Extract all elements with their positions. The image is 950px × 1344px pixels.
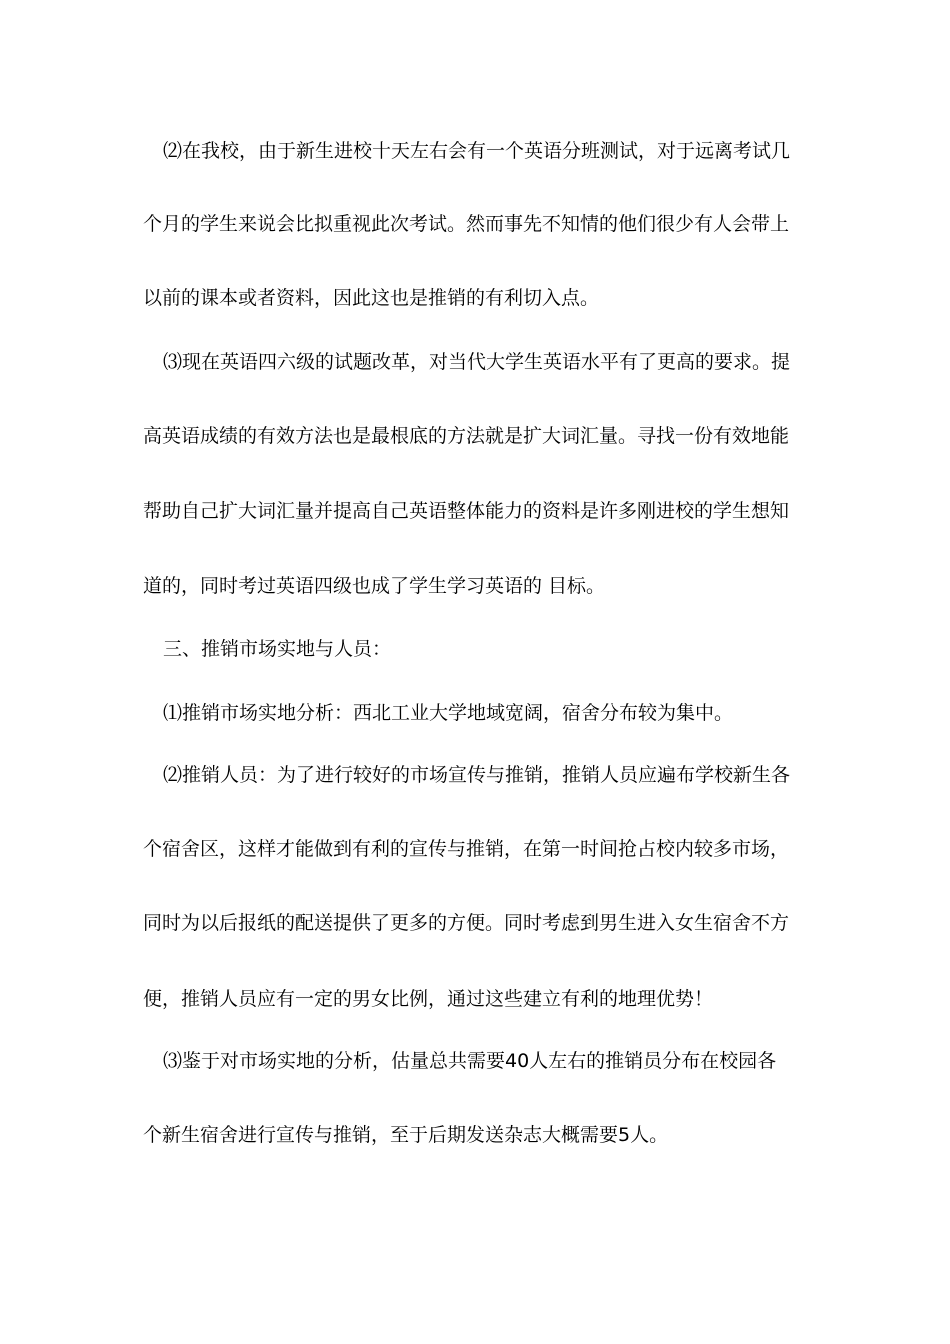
staff-paragraph-line-3: 同时为以后报纸的配送提供了更多的方便。同时考虑到男生进入女生宿舍不方 (143, 912, 790, 934)
paragraph-3-line-1: ⑶现在英语四六级的试题改革，对当代大学生英语水平有了更高的要求。提 (163, 351, 791, 373)
paragraph-2-line-2: 个月的学生来说会比拟重视此次考试。然而事先不知情的他们很少有人会带上 (143, 213, 790, 235)
staff-paragraph-line-1: ⑵推销人员：为了进行较好的市场宣传与推销，推销人员应遍布学校新生各 (163, 764, 791, 786)
paragraph-3-line-2: 高英语成绩的有效方法也是最根底的方法就是扩大词汇量。寻找一份有效地能 (143, 425, 790, 447)
estimate-paragraph-line-1: ⑶鉴于对市场实地的分析，估量总共需要40人左右的推销员分布在校园各 (163, 1050, 777, 1072)
section-heading: 三、推销市场实地与人员： (163, 638, 392, 660)
estimate-paragraph-line-2: 个新生宿舍进行宣传与推销，至于后期发送杂志大概需要5人。 (143, 1124, 669, 1146)
market-analysis-line: ⑴推销市场实地分析：西北工业大学地域宽阔，宿舍分布较为集中。 (163, 702, 734, 724)
staff-paragraph-line-2: 个宿舍区，这样才能做到有利的宣传与推销，在第一时间抢占校内较多市场， (143, 838, 790, 860)
paragraph-3-line-4: 道的，同时考过英语四级也成了学生学习英语的 目标。 (143, 575, 606, 597)
paragraph-2-line-3: 以前的课本或者资料，因此这也是推销的有利切入点。 (143, 287, 600, 309)
paragraph-3-line-3: 帮助自己扩大词汇量并提高自己英语整体能力的资料是许多刚进校的学生想知 (143, 500, 790, 522)
paragraph-2-line-1: ⑵在我校，由于新生进校十天左右会有一个英语分班测试，对于远离考试几 (163, 140, 791, 162)
staff-paragraph-line-4: 便，推销人员应有一定的男女比例，通过这些建立有利的地理优势！ (143, 988, 714, 1010)
